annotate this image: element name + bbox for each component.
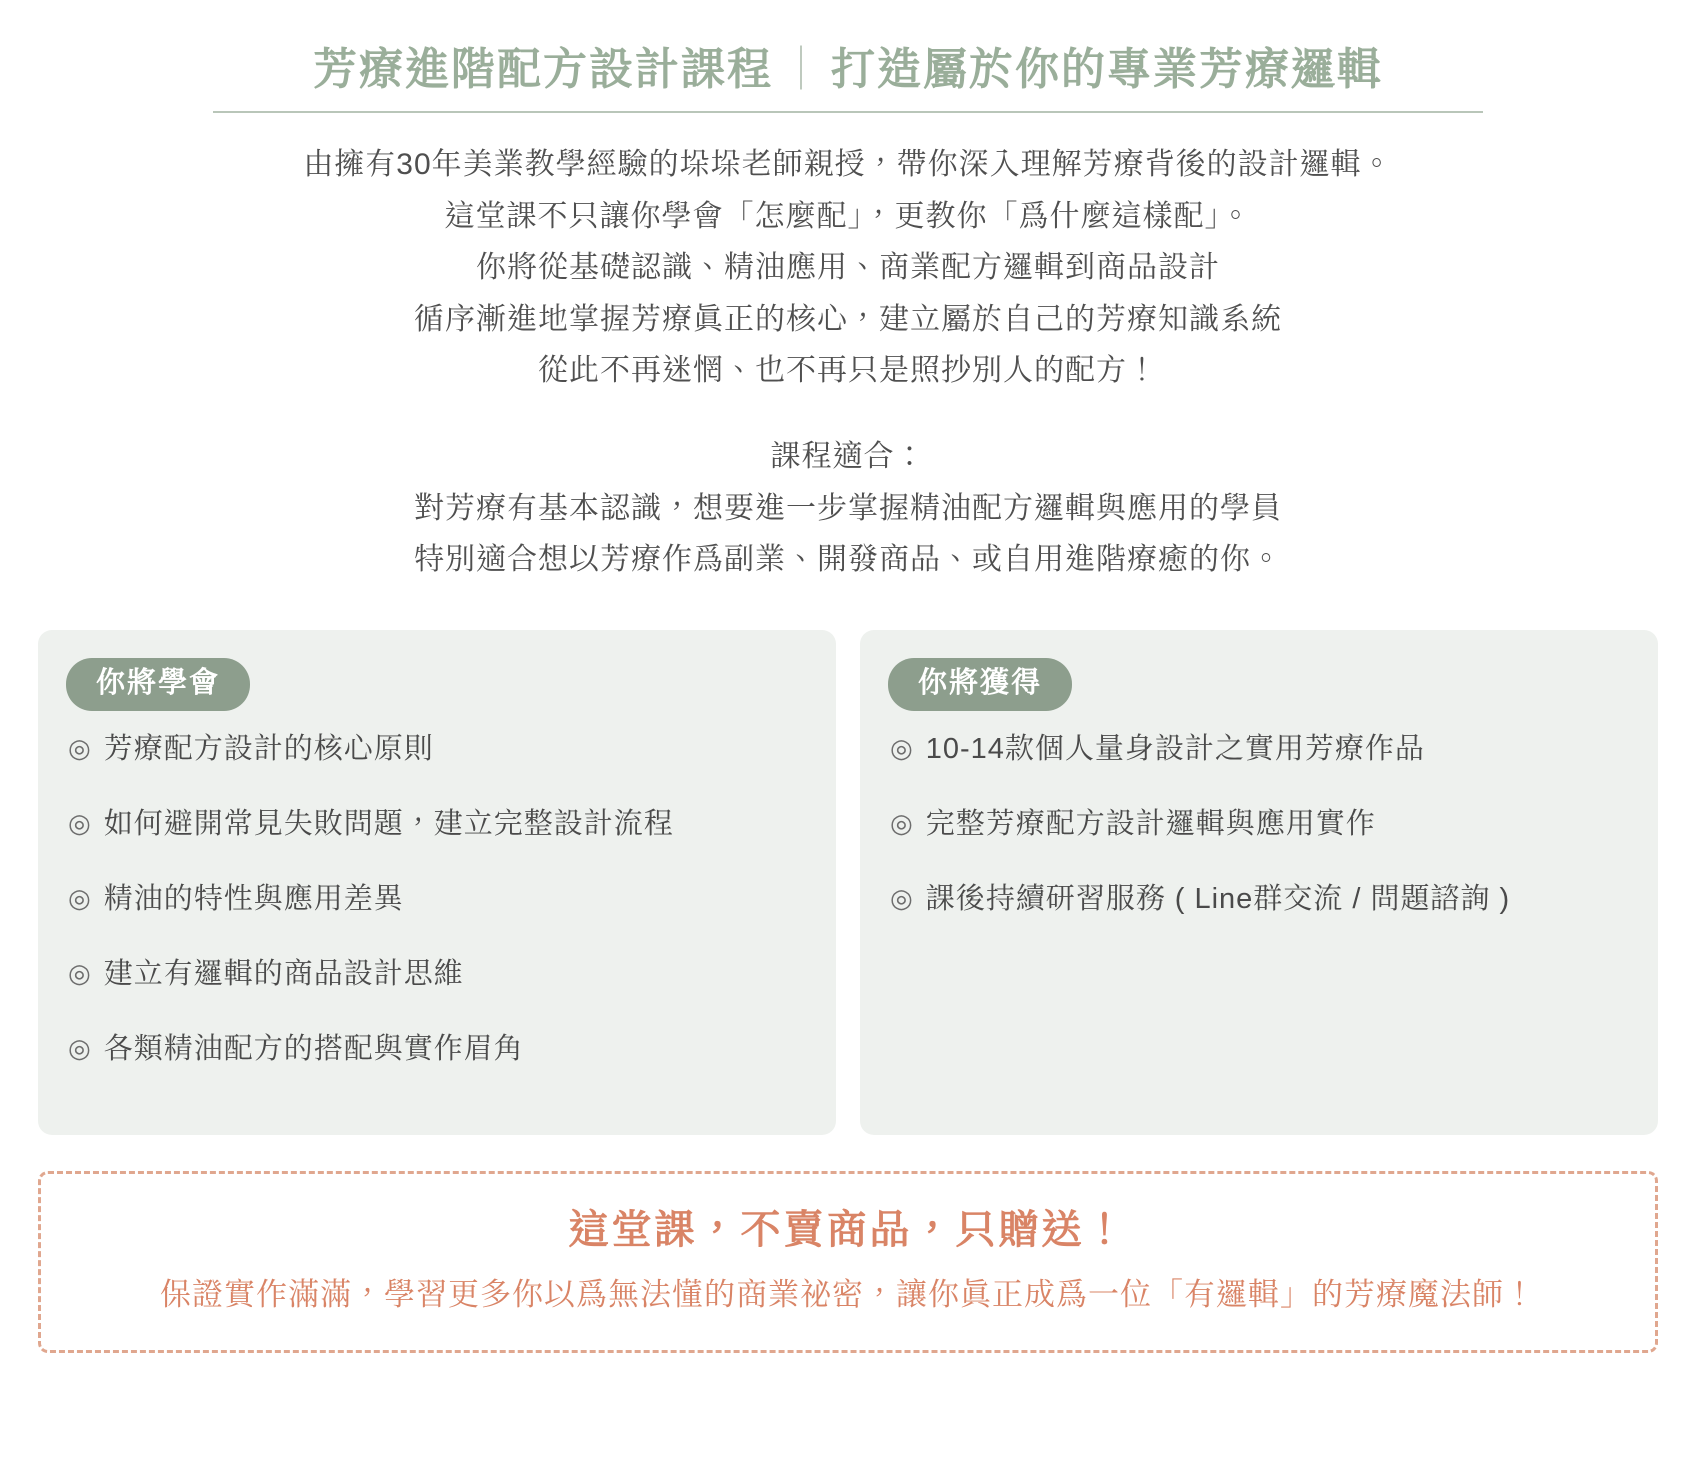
list-item-label: 10-14款個人量身設計之實用芳療作品: [925, 732, 1425, 765]
list-item-label: 完整芳療配方設計邏輯與應用實作: [925, 807, 1376, 840]
page-title-block: [30, 0, 1666, 113]
card-will-learn-badge: 你將學會: [66, 658, 250, 711]
card-will-get-list: [890, 730, 1628, 919]
feature-cards: [30, 630, 1666, 1136]
suitability-line-1: 對芳療有基本認識，想要進一步掌握精油配方邏輯與應用的學員: [414, 491, 1282, 525]
bullet-icon: ◎: [68, 1033, 92, 1064]
title-divider: [213, 111, 1483, 113]
promo-banner-subtitle: 保證實作滿滿，學習更多你以爲無法懂的商業祕密，讓你眞正成爲一位「有邏輯」的芳療魔法師！: [160, 1277, 1536, 1313]
page-title-sub: 打造屬於你的專業芳療邏輯: [831, 45, 1383, 94]
list-item: [890, 730, 1628, 769]
list-item: [68, 730, 806, 769]
intro-line-1: 由擁有30年美業教學經驗的垛垛老師親授，帶你深入理解芳療背後的設計邏輯。: [303, 148, 1393, 181]
promo-banner-title: 這堂課，不賣商品，只贈送！: [568, 1208, 1128, 1253]
intro-block: [30, 139, 1666, 586]
list-item-label: 如何避開常見失敗問題，建立完整設計流程: [103, 807, 674, 840]
list-item: [68, 955, 806, 994]
intro-line-2: 這堂課不只讓你學會「怎麼配」，更教你「爲什麼這樣配」。: [444, 199, 1252, 233]
list-item: [890, 805, 1628, 844]
bullet-icon: ◎: [890, 732, 914, 763]
card-will-learn: [38, 630, 836, 1136]
list-item: [68, 805, 806, 844]
page-title: [30, 42, 1666, 97]
list-item: [890, 880, 1628, 919]
card-will-learn-list: [68, 730, 806, 1070]
list-item-label: 芳療配方設計的核心原則: [103, 732, 434, 765]
list-item: [68, 880, 806, 919]
bullet-icon: ◎: [890, 807, 914, 838]
suitability-heading: 課程適合：: [770, 439, 926, 473]
intro-spacer: [30, 397, 1666, 431]
bullet-icon: ◎: [68, 883, 92, 914]
card-will-get: [860, 630, 1658, 1136]
list-item-label: 建立有邏輯的商品設計思維: [103, 958, 464, 991]
bullet-icon: ◎: [68, 732, 92, 763]
card-will-get-badge: 你將獲得: [888, 658, 1072, 711]
list-item-label: 各類精油配方的搭配與實作眉角: [103, 1033, 524, 1066]
intro-line-5: 從此不再迷惘、也不再只是照抄別人的配方！: [538, 354, 1158, 388]
bullet-icon: ◎: [890, 883, 914, 914]
list-item-label: 課後持續研習服務 ( Line群交流 / 問題諮詢 ): [925, 883, 1511, 916]
bullet-icon: ◎: [68, 958, 92, 989]
bullet-icon: ◎: [68, 807, 92, 838]
title-separator: ｜: [779, 45, 825, 94]
list-item-label: 精油的特性與應用差異: [103, 883, 404, 916]
intro-line-4: 循序漸進地掌握芳療眞正的核心，建立屬於自己的芳療知識系統: [414, 302, 1282, 336]
promo-banner: [38, 1171, 1658, 1353]
intro-line-3: 你將從基礎認識、精油應用、商業配方邏輯到商品設計: [476, 251, 1220, 285]
list-item: [68, 1030, 806, 1069]
suitability-line-2: 特別適合想以芳療作爲副業、開發商品、或自用進階療癒的你。: [414, 543, 1282, 577]
page-title-main: 芳療進階配方設計課程: [313, 45, 773, 94]
